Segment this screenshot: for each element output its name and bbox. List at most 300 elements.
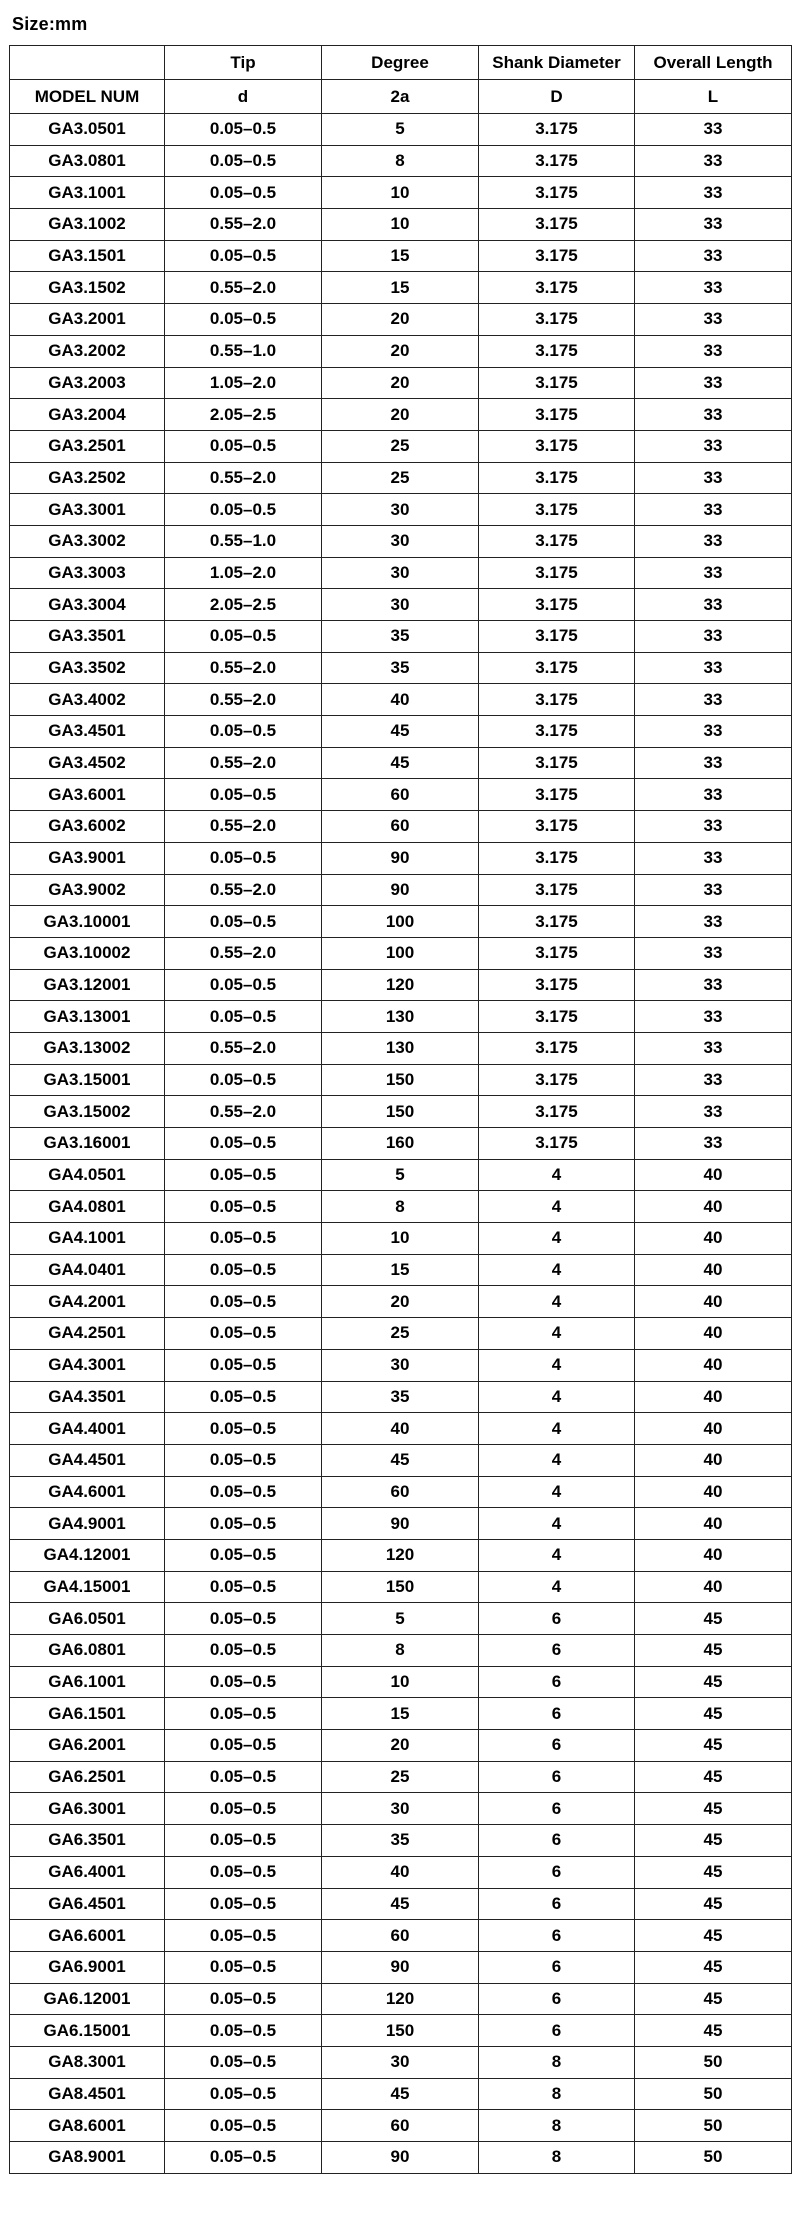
model-num-cell: GA3.2004 — [10, 399, 165, 431]
model-num-cell: GA4.1001 — [10, 1223, 165, 1255]
tip-cell: 0.05–0.5 — [165, 2142, 322, 2174]
table-row — [10, 1571, 792, 1603]
tip-cell: 0.05–0.5 — [165, 2110, 322, 2142]
overall-length-cell: 45 — [635, 1920, 792, 1952]
table-row — [10, 969, 792, 1001]
table-row — [10, 1508, 792, 1540]
tip-cell: 0.55–2.0 — [165, 811, 322, 843]
degree-cell: 130 — [322, 1032, 479, 1064]
shank-diameter-cell: 3.175 — [479, 1096, 635, 1128]
header-symbol-L: L — [635, 80, 792, 114]
degree-cell: 20 — [322, 304, 479, 336]
shank-diameter-cell: 3.175 — [479, 811, 635, 843]
tip-cell: 0.55–2.0 — [165, 684, 322, 716]
model-num-cell: GA4.0801 — [10, 1191, 165, 1223]
tip-cell: 0.55–2.0 — [165, 209, 322, 241]
degree-cell: 30 — [322, 494, 479, 526]
degree-cell: 100 — [322, 906, 479, 938]
degree-cell: 40 — [322, 1856, 479, 1888]
overall-length-cell: 33 — [635, 906, 792, 938]
degree-cell: 25 — [322, 430, 479, 462]
degree-cell: 20 — [322, 367, 479, 399]
degree-cell: 15 — [322, 1254, 479, 1286]
degree-cell: 15 — [322, 240, 479, 272]
overall-length-cell: 33 — [635, 1128, 792, 1160]
table-row — [10, 1096, 792, 1128]
table-row — [10, 1793, 792, 1825]
shank-diameter-cell: 3.175 — [479, 240, 635, 272]
tip-cell: 0.05–0.5 — [165, 621, 322, 653]
tip-cell: 0.05–0.5 — [165, 1603, 322, 1635]
tip-cell: 0.55–2.0 — [165, 1096, 322, 1128]
overall-length-cell: 33 — [635, 367, 792, 399]
model-num-cell: GA4.2001 — [10, 1286, 165, 1318]
model-num-cell: GA3.1501 — [10, 240, 165, 272]
overall-length-cell: 45 — [635, 1825, 792, 1857]
model-num-cell: GA4.4001 — [10, 1413, 165, 1445]
degree-cell: 25 — [322, 462, 479, 494]
table-row — [10, 557, 792, 589]
shank-diameter-cell: 3.175 — [479, 1032, 635, 1064]
overall-length-cell: 33 — [635, 272, 792, 304]
overall-length-cell: 40 — [635, 1191, 792, 1223]
model-num-cell: GA3.9001 — [10, 842, 165, 874]
model-num-cell: GA3.1002 — [10, 209, 165, 241]
tip-cell: 0.55–1.0 — [165, 525, 322, 557]
tip-cell: 0.05–0.5 — [165, 906, 322, 938]
model-num-cell: GA3.2002 — [10, 335, 165, 367]
overall-length-cell: 50 — [635, 2046, 792, 2078]
model-num-cell: GA4.6001 — [10, 1476, 165, 1508]
tip-cell: 0.05–0.5 — [165, 1318, 322, 1350]
degree-cell: 30 — [322, 1349, 479, 1381]
tip-cell: 0.05–0.5 — [165, 1444, 322, 1476]
tip-cell: 0.55–2.0 — [165, 874, 322, 906]
model-num-cell: GA6.12001 — [10, 1983, 165, 2015]
tip-cell: 0.05–0.5 — [165, 1825, 322, 1857]
shank-diameter-cell: 4 — [479, 1223, 635, 1255]
degree-cell: 20 — [322, 399, 479, 431]
overall-length-cell: 45 — [635, 1761, 792, 1793]
degree-cell: 45 — [322, 1888, 479, 1920]
table-row — [10, 1381, 792, 1413]
tip-cell: 0.05–0.5 — [165, 1191, 322, 1223]
degree-cell: 10 — [322, 209, 479, 241]
degree-cell: 30 — [322, 557, 479, 589]
tip-cell: 0.05–0.5 — [165, 969, 322, 1001]
shank-diameter-cell: 8 — [479, 2078, 635, 2110]
tip-cell: 0.05–0.5 — [165, 1761, 322, 1793]
table-row — [10, 1413, 792, 1445]
overall-length-cell: 50 — [635, 2078, 792, 2110]
table-header — [10, 46, 792, 114]
tip-cell: 0.05–0.5 — [165, 240, 322, 272]
shank-diameter-cell: 4 — [479, 1254, 635, 1286]
shank-diameter-cell: 4 — [479, 1159, 635, 1191]
header-blank-cell — [10, 46, 165, 80]
shank-diameter-cell: 3.175 — [479, 1064, 635, 1096]
overall-length-cell: 40 — [635, 1508, 792, 1540]
shank-diameter-cell: 3.175 — [479, 525, 635, 557]
model-num-cell: GA6.4501 — [10, 1888, 165, 1920]
tip-cell: 0.05–0.5 — [165, 1476, 322, 1508]
table-row — [10, 779, 792, 811]
overall-length-cell: 33 — [635, 1032, 792, 1064]
degree-cell: 90 — [322, 874, 479, 906]
model-num-cell: GA3.0501 — [10, 114, 165, 146]
degree-cell: 30 — [322, 589, 479, 621]
tip-cell: 0.05–0.5 — [165, 842, 322, 874]
degree-cell: 150 — [322, 1571, 479, 1603]
model-num-cell: GA3.3502 — [10, 652, 165, 684]
header-overall-length: Overall Length — [635, 46, 792, 80]
table-row — [10, 1666, 792, 1698]
model-num-cell: GA3.9002 — [10, 874, 165, 906]
table-row — [10, 1603, 792, 1635]
table-row — [10, 145, 792, 177]
shank-diameter-cell: 3.175 — [479, 177, 635, 209]
overall-length-cell: 45 — [635, 1951, 792, 1983]
table-row — [10, 652, 792, 684]
tip-cell: 0.05–0.5 — [165, 494, 322, 526]
shank-diameter-cell: 3.175 — [479, 621, 635, 653]
overall-length-cell: 33 — [635, 842, 792, 874]
degree-cell: 30 — [322, 1793, 479, 1825]
shank-diameter-cell: 4 — [479, 1349, 635, 1381]
table-row — [10, 1318, 792, 1350]
shank-diameter-cell: 3.175 — [479, 557, 635, 589]
shank-diameter-cell: 3.175 — [479, 367, 635, 399]
shank-diameter-cell: 4 — [479, 1191, 635, 1223]
overall-length-cell: 33 — [635, 779, 792, 811]
table-row — [10, 1635, 792, 1667]
degree-cell: 35 — [322, 1381, 479, 1413]
model-num-cell: GA4.0501 — [10, 1159, 165, 1191]
table-row — [10, 1888, 792, 1920]
model-num-cell: GA3.2003 — [10, 367, 165, 399]
overall-length-cell: 33 — [635, 589, 792, 621]
degree-cell: 15 — [322, 1698, 479, 1730]
overall-length-cell: 40 — [635, 1254, 792, 1286]
table-row — [10, 747, 792, 779]
tip-cell: 0.05–0.5 — [165, 1381, 322, 1413]
degree-cell: 120 — [322, 1983, 479, 2015]
table-row — [10, 2046, 792, 2078]
overall-length-cell: 33 — [635, 684, 792, 716]
overall-length-cell: 33 — [635, 1064, 792, 1096]
model-num-cell: GA6.1501 — [10, 1698, 165, 1730]
size-unit-label: Size:mm — [12, 14, 88, 34]
model-num-cell: GA6.15001 — [10, 2015, 165, 2047]
degree-cell: 45 — [322, 2078, 479, 2110]
degree-cell: 20 — [322, 1286, 479, 1318]
degree-cell: 90 — [322, 1508, 479, 1540]
tip-cell: 0.05–0.5 — [165, 1666, 322, 1698]
overall-length-cell: 33 — [635, 525, 792, 557]
degree-cell: 5 — [322, 1603, 479, 1635]
table-row — [10, 335, 792, 367]
shank-diameter-cell: 6 — [479, 1983, 635, 2015]
model-num-cell: GA3.3002 — [10, 525, 165, 557]
table-row — [10, 1191, 792, 1223]
table-row — [10, 1223, 792, 1255]
shank-diameter-cell: 3.175 — [479, 969, 635, 1001]
model-num-cell: GA3.3501 — [10, 621, 165, 653]
model-num-cell: GA3.6001 — [10, 779, 165, 811]
shank-diameter-cell: 3.175 — [479, 399, 635, 431]
degree-cell: 40 — [322, 684, 479, 716]
shank-diameter-cell: 3.175 — [479, 462, 635, 494]
tip-cell: 0.05–0.5 — [165, 1920, 322, 1952]
table-row — [10, 1444, 792, 1476]
table-row — [10, 684, 792, 716]
overall-length-cell: 33 — [635, 177, 792, 209]
tip-cell: 0.05–0.5 — [165, 2015, 322, 2047]
overall-length-cell: 45 — [635, 1856, 792, 1888]
shank-diameter-cell: 4 — [479, 1413, 635, 1445]
table-row — [10, 1983, 792, 2015]
model-num-cell: GA3.10002 — [10, 937, 165, 969]
degree-cell: 45 — [322, 1444, 479, 1476]
table-row — [10, 2142, 792, 2174]
degree-cell: 60 — [322, 2110, 479, 2142]
degree-cell: 8 — [322, 145, 479, 177]
model-num-cell: GA4.15001 — [10, 1571, 165, 1603]
degree-cell: 8 — [322, 1635, 479, 1667]
overall-length-cell: 40 — [635, 1318, 792, 1350]
overall-length-cell: 45 — [635, 1603, 792, 1635]
degree-cell: 120 — [322, 969, 479, 1001]
table-row — [10, 811, 792, 843]
shank-diameter-cell: 6 — [479, 1730, 635, 1762]
tip-cell: 0.05–0.5 — [165, 716, 322, 748]
table-row — [10, 1286, 792, 1318]
model-num-cell: GA4.12001 — [10, 1539, 165, 1571]
model-num-cell: GA3.0801 — [10, 145, 165, 177]
shank-diameter-cell: 4 — [479, 1381, 635, 1413]
table-row — [10, 1032, 792, 1064]
shank-diameter-cell: 4 — [479, 1444, 635, 1476]
tip-cell: 0.05–0.5 — [165, 1539, 322, 1571]
table-row — [10, 494, 792, 526]
table-row — [10, 589, 792, 621]
overall-length-cell: 33 — [635, 462, 792, 494]
overall-length-cell: 45 — [635, 1888, 792, 1920]
tip-cell: 0.55–2.0 — [165, 937, 322, 969]
header-row-symbols — [10, 80, 792, 114]
degree-cell: 25 — [322, 1318, 479, 1350]
model-num-cell: GA6.6001 — [10, 1920, 165, 1952]
overall-length-cell: 45 — [635, 1793, 792, 1825]
overall-length-cell: 45 — [635, 1635, 792, 1667]
table-row — [10, 177, 792, 209]
degree-cell: 60 — [322, 811, 479, 843]
table-row — [10, 1856, 792, 1888]
tip-cell: 0.55–2.0 — [165, 747, 322, 779]
overall-length-cell: 33 — [635, 747, 792, 779]
model-num-cell: GA3.4501 — [10, 716, 165, 748]
overall-length-cell: 33 — [635, 304, 792, 336]
degree-cell: 120 — [322, 1539, 479, 1571]
model-num-cell: GA3.3004 — [10, 589, 165, 621]
model-num-cell: GA3.15002 — [10, 1096, 165, 1128]
shank-diameter-cell: 3.175 — [479, 716, 635, 748]
degree-cell: 90 — [322, 2142, 479, 2174]
overall-length-cell: 33 — [635, 335, 792, 367]
header-shank-diameter: Shank Diameter — [479, 46, 635, 80]
shank-diameter-cell: 6 — [479, 1856, 635, 1888]
degree-cell: 45 — [322, 716, 479, 748]
degree-cell: 130 — [322, 1001, 479, 1033]
degree-cell: 5 — [322, 114, 479, 146]
model-num-cell: GA3.13001 — [10, 1001, 165, 1033]
shank-diameter-cell: 6 — [479, 1793, 635, 1825]
shank-diameter-cell: 3.175 — [479, 430, 635, 462]
table-row — [10, 906, 792, 938]
overall-length-cell: 40 — [635, 1381, 792, 1413]
tip-cell: 0.05–0.5 — [165, 1254, 322, 1286]
degree-cell: 5 — [322, 1159, 479, 1191]
tip-cell: 0.05–0.5 — [165, 1349, 322, 1381]
degree-cell: 20 — [322, 335, 479, 367]
model-num-cell: GA4.4501 — [10, 1444, 165, 1476]
table-row — [10, 525, 792, 557]
overall-length-cell: 40 — [635, 1539, 792, 1571]
overall-length-cell: 45 — [635, 1698, 792, 1730]
table-row — [10, 1159, 792, 1191]
shank-diameter-cell: 3.175 — [479, 114, 635, 146]
shank-diameter-cell: 6 — [479, 1698, 635, 1730]
table-row — [10, 1001, 792, 1033]
model-num-cell: GA3.1502 — [10, 272, 165, 304]
tip-cell: 2.05–2.5 — [165, 589, 322, 621]
header-row-names — [10, 46, 792, 80]
table-row — [10, 240, 792, 272]
shank-diameter-cell: 4 — [479, 1571, 635, 1603]
overall-length-cell: 33 — [635, 811, 792, 843]
model-num-cell: GA6.3501 — [10, 1825, 165, 1857]
header-symbol-D: D — [479, 80, 635, 114]
shank-diameter-cell: 3.175 — [479, 494, 635, 526]
degree-cell: 150 — [322, 1064, 479, 1096]
header-model-num: MODEL NUM — [10, 80, 165, 114]
degree-cell: 100 — [322, 937, 479, 969]
shank-diameter-cell: 3.175 — [479, 272, 635, 304]
table-row — [10, 209, 792, 241]
model-num-cell: GA3.4502 — [10, 747, 165, 779]
table-row — [10, 1349, 792, 1381]
tip-cell: 0.05–0.5 — [165, 1064, 322, 1096]
tip-cell: 0.55–1.0 — [165, 335, 322, 367]
model-num-cell: GA4.3001 — [10, 1349, 165, 1381]
shank-diameter-cell: 3.175 — [479, 1001, 635, 1033]
model-num-cell: GA3.6002 — [10, 811, 165, 843]
model-num-cell: GA8.4501 — [10, 2078, 165, 2110]
tip-cell: 0.05–0.5 — [165, 1508, 322, 1540]
tip-cell: 0.05–0.5 — [165, 1635, 322, 1667]
model-num-cell: GA4.2501 — [10, 1318, 165, 1350]
overall-length-cell: 40 — [635, 1444, 792, 1476]
degree-cell: 40 — [322, 1413, 479, 1445]
tip-cell: 0.05–0.5 — [165, 779, 322, 811]
table-row — [10, 304, 792, 336]
degree-cell: 8 — [322, 1191, 479, 1223]
degree-cell: 15 — [322, 272, 479, 304]
overall-length-cell: 33 — [635, 1001, 792, 1033]
table-row — [10, 399, 792, 431]
model-num-cell: GA6.9001 — [10, 1951, 165, 1983]
tip-cell: 0.05–0.5 — [165, 1159, 322, 1191]
overall-length-cell: 45 — [635, 2015, 792, 2047]
model-num-cell: GA8.3001 — [10, 2046, 165, 2078]
header-symbol-2a: 2a — [322, 80, 479, 114]
tip-cell: 0.05–0.5 — [165, 1128, 322, 1160]
tip-cell: 0.05–0.5 — [165, 145, 322, 177]
shank-diameter-cell: 3.175 — [479, 906, 635, 938]
table-row — [10, 2110, 792, 2142]
table-row — [10, 272, 792, 304]
overall-length-cell: 40 — [635, 1159, 792, 1191]
overall-length-cell: 33 — [635, 145, 792, 177]
model-num-cell: GA8.6001 — [10, 2110, 165, 2142]
model-num-cell: GA3.3003 — [10, 557, 165, 589]
table-row — [10, 1064, 792, 1096]
shank-diameter-cell: 3.175 — [479, 747, 635, 779]
tip-cell: 0.05–0.5 — [165, 2078, 322, 2110]
overall-length-cell: 33 — [635, 874, 792, 906]
overall-length-cell: 40 — [635, 1413, 792, 1445]
model-num-cell: GA4.3501 — [10, 1381, 165, 1413]
table-row — [10, 430, 792, 462]
table-row — [10, 1730, 792, 1762]
tip-cell: 0.05–0.5 — [165, 430, 322, 462]
tip-cell: 0.05–0.5 — [165, 1571, 322, 1603]
degree-cell: 160 — [322, 1128, 479, 1160]
shank-diameter-cell: 6 — [479, 1825, 635, 1857]
shank-diameter-cell: 3.175 — [479, 145, 635, 177]
degree-cell: 35 — [322, 621, 479, 653]
degree-cell: 35 — [322, 1825, 479, 1857]
model-num-cell: GA3.15001 — [10, 1064, 165, 1096]
overall-length-cell: 33 — [635, 716, 792, 748]
table-row — [10, 1128, 792, 1160]
specification-table — [9, 45, 792, 2174]
table-row — [10, 1476, 792, 1508]
degree-cell: 10 — [322, 1666, 479, 1698]
degree-cell: 150 — [322, 2015, 479, 2047]
overall-length-cell: 45 — [635, 1983, 792, 2015]
model-num-cell: GA3.3001 — [10, 494, 165, 526]
model-num-cell: GA6.0801 — [10, 1635, 165, 1667]
shank-diameter-cell: 6 — [479, 1635, 635, 1667]
shank-diameter-cell: 6 — [479, 1603, 635, 1635]
overall-length-cell: 40 — [635, 1571, 792, 1603]
shank-diameter-cell: 6 — [479, 1888, 635, 1920]
shank-diameter-cell: 3.175 — [479, 684, 635, 716]
tip-cell: 0.55–2.0 — [165, 1032, 322, 1064]
tip-cell: 0.05–0.5 — [165, 1888, 322, 1920]
shank-diameter-cell: 3.175 — [479, 209, 635, 241]
shank-diameter-cell: 3.175 — [479, 1128, 635, 1160]
tip-cell: 0.05–0.5 — [165, 1983, 322, 2015]
model-num-cell: GA3.12001 — [10, 969, 165, 1001]
overall-length-cell: 40 — [635, 1349, 792, 1381]
degree-cell: 90 — [322, 1951, 479, 1983]
table-row — [10, 1825, 792, 1857]
overall-length-cell: 33 — [635, 969, 792, 1001]
overall-length-cell: 45 — [635, 1666, 792, 1698]
degree-cell: 150 — [322, 1096, 479, 1128]
